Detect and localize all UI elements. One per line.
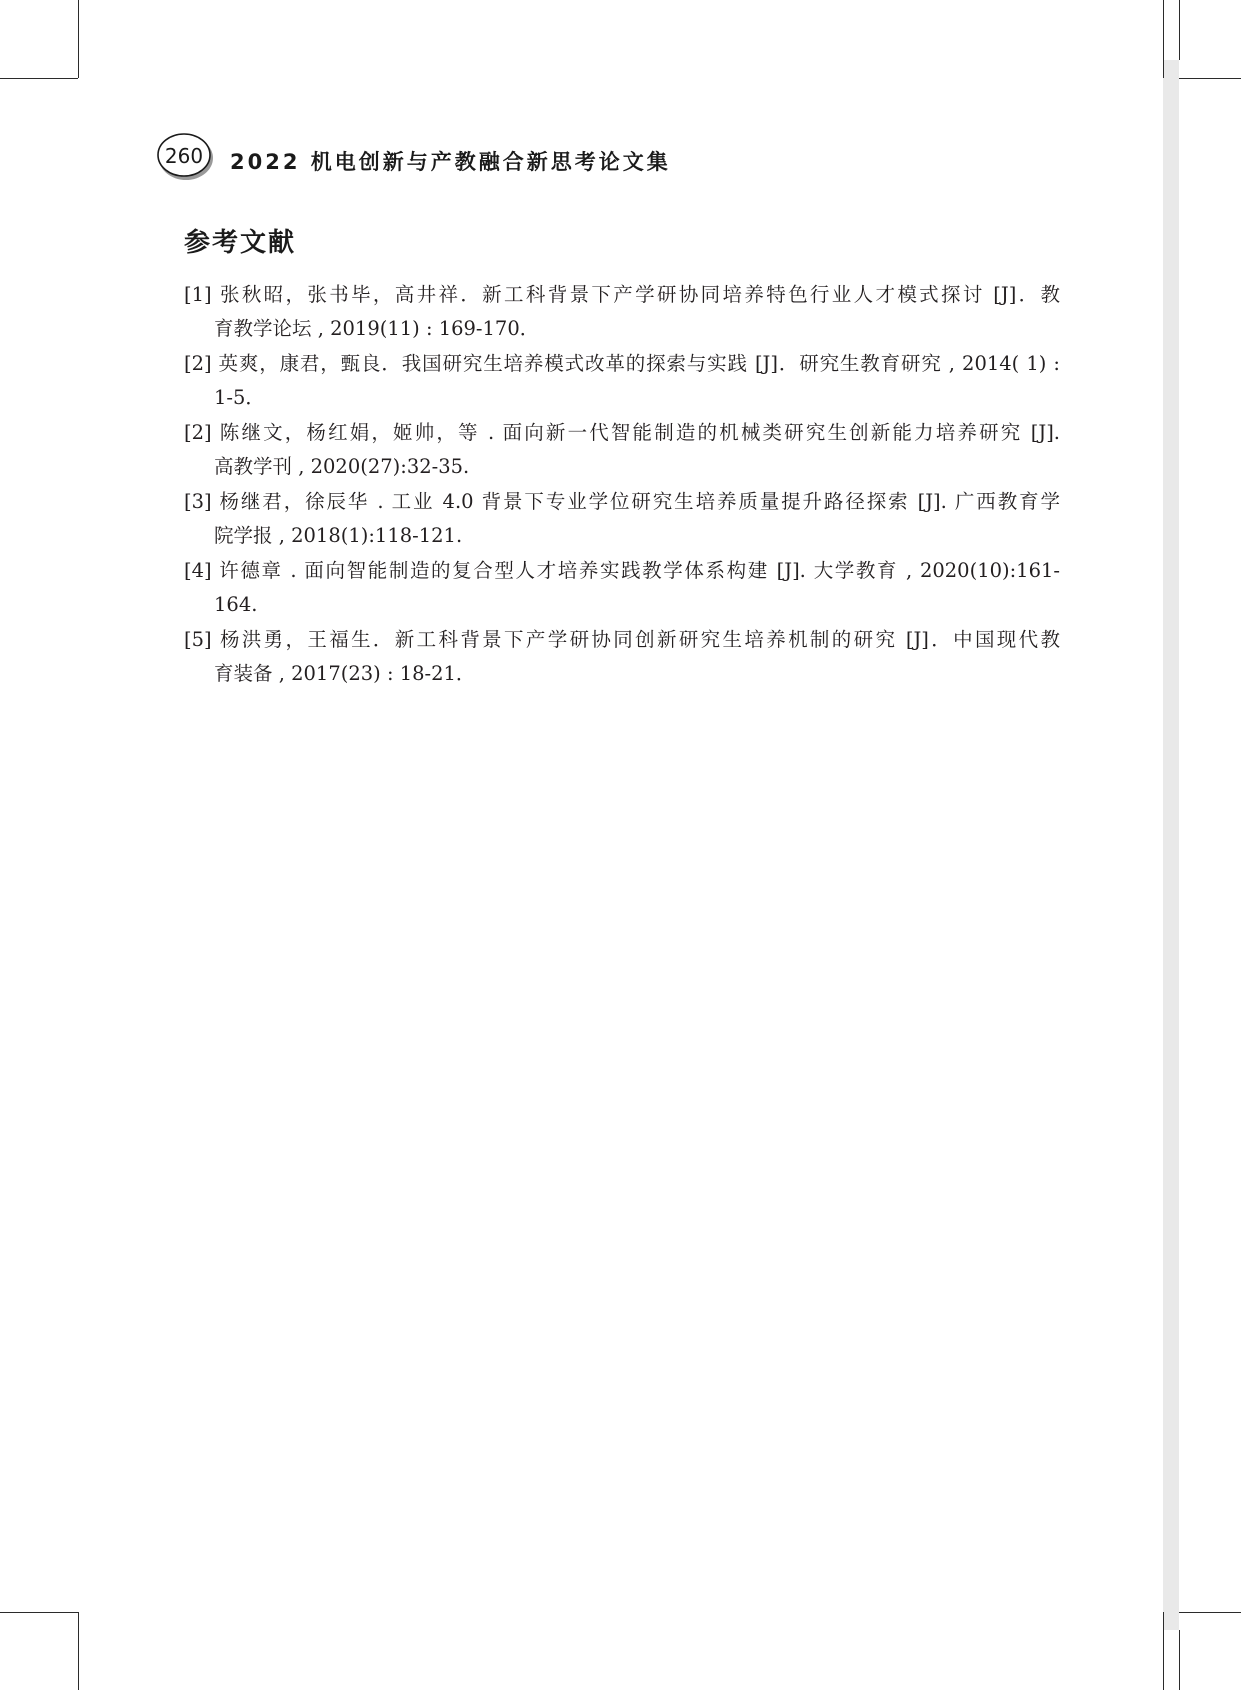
page-edge-strip [1163,60,1179,1630]
reference-first-line [184,554,1060,588]
reference-text: 杨继君，徐辰华 . 工业 4.0 背景下专业学位研究生培养质量提升路径探索 [J]. 广西教育学 [217,490,1060,513]
reference-continuation: 育装备 , 2017(23) : 18-21． [214,662,476,685]
reference-first-line [184,278,1060,312]
reference-continuation: 1-5． [214,386,265,409]
reference-item [184,278,1060,346]
reference-label: [3] [184,490,212,513]
reference-continuation: 164. [214,593,258,616]
reference-continuation: 高教学刊 , 2020(27):32-35. [214,455,470,478]
crop-mark [1179,0,1180,60]
crop-mark [0,78,78,79]
reference-text: 陈继文，杨红娟，姬帅，等 . 面向新一代智能制造的机械类研究生创新能力培养研究 [J]. [217,421,1060,444]
page-number-badge [156,132,214,180]
crop-mark [1163,1612,1164,1690]
reference-continuation: 育教学论坛 , 2019(11) : 169-170． [214,317,540,340]
crop-mark [1179,1630,1180,1690]
reference-label: [4] [184,559,212,582]
section-title: 参考文献 [184,228,297,258]
running-title: 2022 机电创新与产教融合新思考论文集 [230,150,671,174]
crop-mark [1179,78,1241,79]
reference-first-line [184,485,1060,519]
reference-first-line [184,416,1060,450]
reference-text: 许德章 . 面向智能制造的复合型人才培养实践教学体系构建 [J]. 大学教育 , 2020(10):161- [217,559,1060,582]
crop-mark [1163,0,1164,78]
reference-label: [2] [184,352,212,375]
reference-label: [1] [184,283,212,306]
reference-item [184,485,1060,553]
crop-mark [0,1612,78,1613]
reference-label: [2] [184,421,212,444]
crop-mark [78,0,79,78]
crop-mark [78,1612,79,1690]
crop-mark [1179,1612,1241,1613]
reference-label: [5] [184,628,212,651]
reference-item [184,347,1060,415]
reference-text: 英爽，康君，甄良．我国研究生培养模式改革的探索与实践 [J]．研究生教育研究 , 2014( 1) : [217,352,1060,375]
reference-item [184,623,1060,691]
reference-continuation: 院学报 , 2018(1):118-121. [214,524,463,547]
reference-item [184,554,1060,622]
reference-list [184,278,1060,692]
reference-text: 杨洪勇，王福生．新工科背景下产学研协同创新研究生培养机制的研究 [J]．中国现代教 [217,628,1060,651]
reference-item [184,416,1060,484]
reference-first-line [184,623,1060,657]
page-number: 260 [164,144,204,168]
reference-text: 张秋昭，张书毕，高井祥．新工科背景下产学研协同培养特色行业人才模式探讨 [J]．教 [217,283,1060,306]
reference-first-line [184,347,1060,381]
